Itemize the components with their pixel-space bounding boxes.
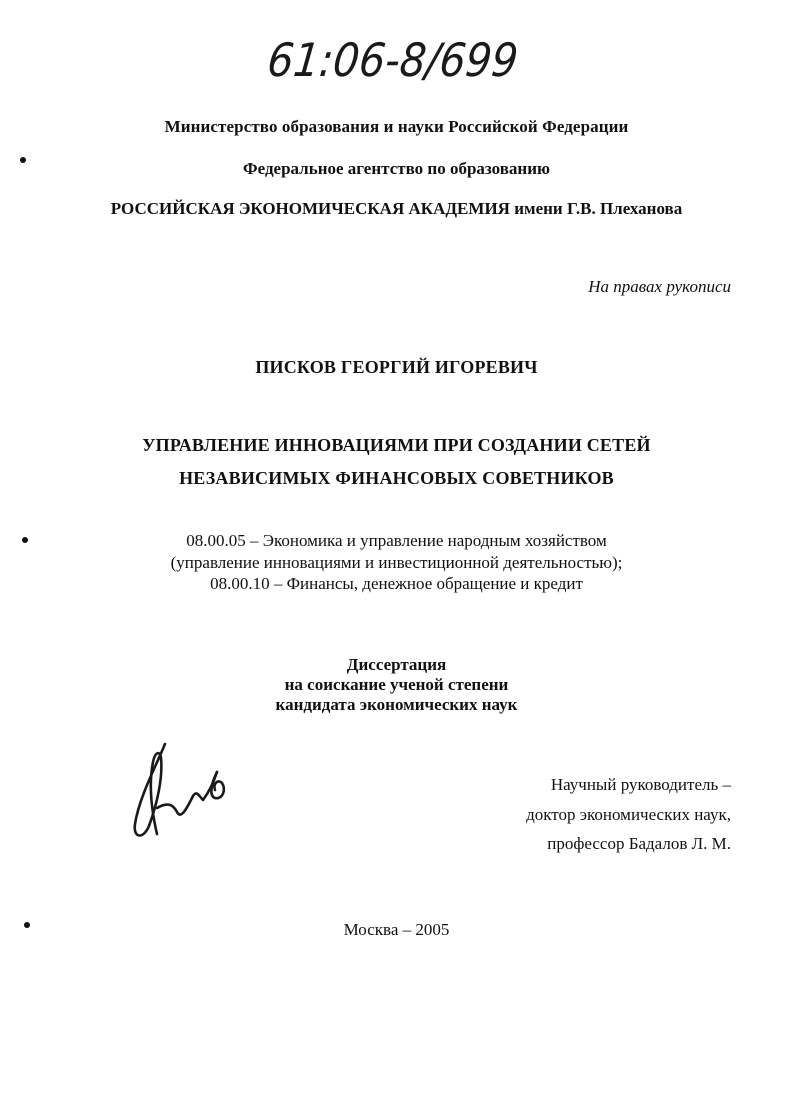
degree-name: кандидата экономических наук <box>275 695 518 714</box>
specialty-line-3: 08.00.10 – Финансы, денежное обращение и кредит <box>210 574 583 593</box>
handwritten-code-text: 61:06-8/699 <box>268 33 528 87</box>
thesis-title-line-2: НЕЗАВИСИМЫХ ФИНАНСОВЫХ СОВЕТНИКОВ <box>179 468 614 488</box>
place-and-year: Москва – 2005 <box>343 920 450 939</box>
author-name: ПИСКОВ ГЕОРГИЙ ИГОРЕВИЧ <box>255 357 538 377</box>
dissertation-label: Диссертация <box>346 655 447 674</box>
handwritten-archive-code <box>268 20 528 90</box>
advisor-degree: доктор экономических наук, <box>526 805 731 824</box>
advisor-role: Научный руководитель – <box>550 775 731 794</box>
specialty-line-2: (управление инновациями и инвестиционной деятельностью); <box>170 553 623 572</box>
agency-name: Федеральное агентство по образованию <box>243 159 550 178</box>
specialty-line-1: 08.00.05 – Экономика и управление народным хозяйством <box>186 531 607 550</box>
signature <box>125 738 240 848</box>
academy-name: РОССИЙСКАЯ ЭКОНОМИЧЕСКАЯ АКАДЕМИЯ имени Г.В. Плеханова <box>110 199 683 218</box>
ministry-name: Министерство образования и науки Российской Федерации <box>164 117 629 136</box>
thesis-title-line-1: УПРАВЛЕНИЕ ИННОВАЦИЯМИ ПРИ СОЗДАНИИ СЕТЕЙ <box>142 435 651 455</box>
handwritten-code-drawing <box>268 20 528 90</box>
advisor-name: профессор Бадалов Л. М. <box>547 834 731 853</box>
degree-purpose: на соискание ученой степени <box>284 675 509 694</box>
manuscript-note: На правах рукописи <box>588 277 731 296</box>
